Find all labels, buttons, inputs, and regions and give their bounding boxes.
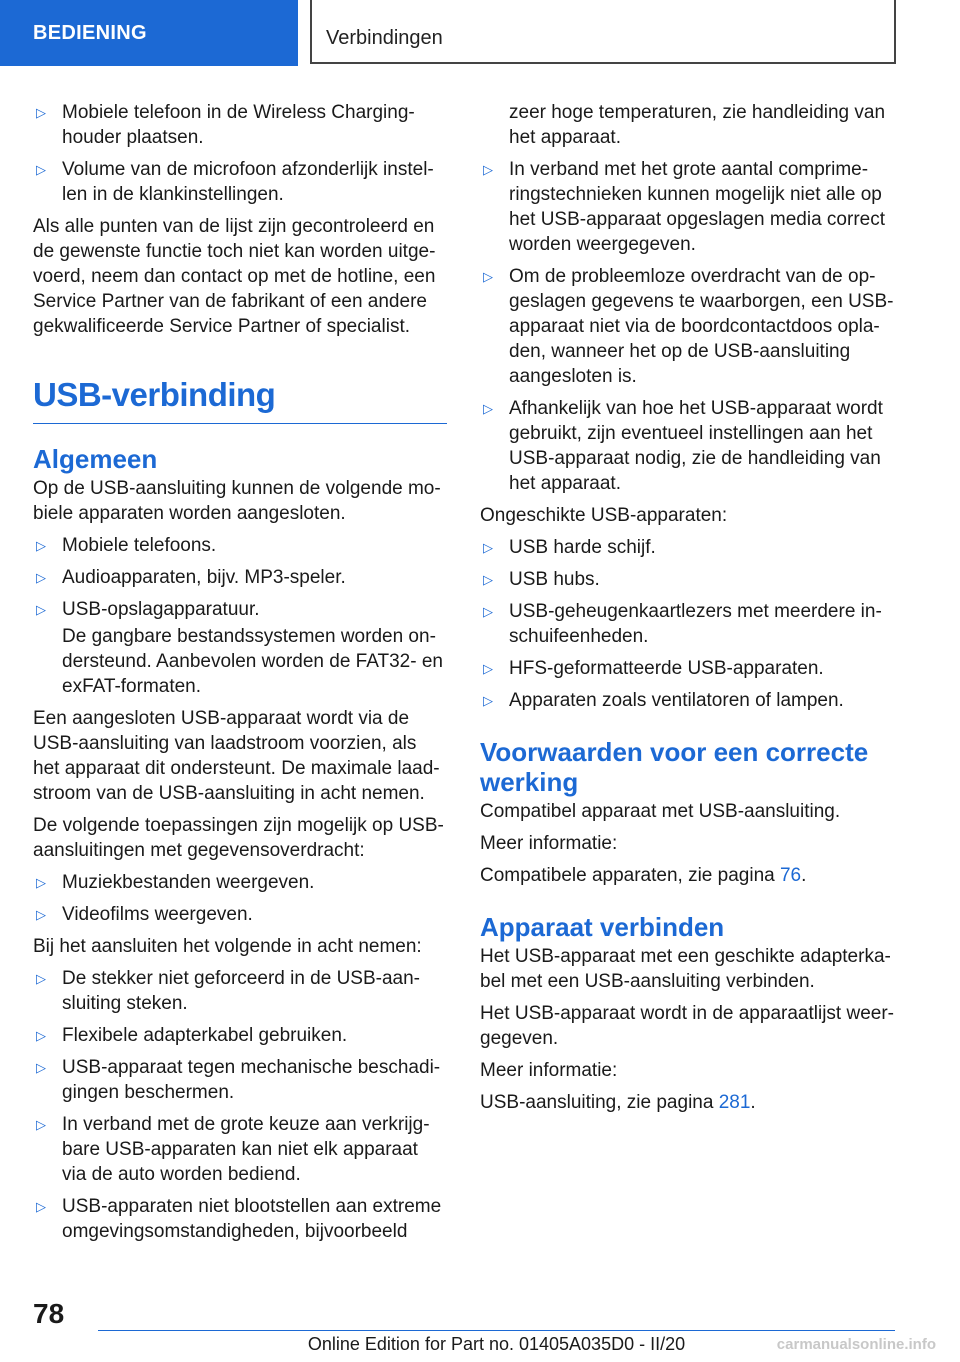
indented-note: De gangbare bestandssystemen worden on-dersteund. Aanbevolen worden de FAT32- en exFAT-formaten. — [62, 626, 443, 697]
list-item: ▷ USB-geheugenkaartlezers met meerdere in-schuifeenheden. — [483, 601, 882, 647]
bullet-triangle-icon: ▷ — [36, 1028, 46, 1043]
bullet-triangle-icon: ▷ — [36, 1060, 46, 1075]
edition-footer: Online Edition for Part no. 01405A035D0 - II/20 — [307, 1334, 686, 1354]
paragraph: Op de USB-aansluiting kunnen de volgende mo-biele apparaten worden aangesloten. — [33, 478, 441, 524]
bullet-triangle-icon: ▷ — [36, 105, 46, 120]
list-item: ▷ USB-apparaten niet blootstellen aan extreme omgevingsomstandigheden, bijvoorbeeld — [36, 1196, 442, 1242]
list-item: ▷ De stekker niet geforceerd in de USB-aan-sluiting steken. — [36, 968, 421, 1014]
list-item: ▷ Volume van de microfoon afzonderlijk instel-len in de klankinstellingen. — [36, 159, 434, 205]
subsection-heading-connect: Apparaat verbinden — [480, 912, 725, 942]
cross-reference: Compatibele apparaten, zie pagina 76. — [480, 865, 807, 886]
section-heading: USB-verbinding — [33, 375, 447, 424]
bullet-triangle-icon: ▷ — [483, 269, 493, 284]
paragraph: Meer informatie: — [480, 1060, 618, 1081]
list-item: ▷ USB-opslagapparatuur. — [36, 599, 260, 620]
paragraph: Het USB-apparaat wordt in de apparaatlijst weer-gegeven. — [480, 1003, 894, 1049]
list-item: ▷ Muziekbestanden weergeven. — [36, 872, 315, 893]
list-item: ▷ Videofilms weergeven. — [36, 904, 253, 925]
list-item: ▷ Mobiele telefoons. — [36, 535, 217, 556]
footer-divider — [98, 1330, 895, 1331]
subsection-heading-general: Algemeen — [33, 444, 158, 474]
bullet-triangle-icon: ▷ — [36, 907, 46, 922]
list-item: ▷ Mobiele telefoon in de Wireless Charging-houder plaatsen. — [36, 102, 415, 148]
list-item: ▷ USB hubs. — [483, 569, 600, 590]
paragraph: De volgende toepassingen zijn mogelijk op USB-aansluitingen met gegevensoverdracht: — [33, 815, 444, 861]
bullet-triangle-icon: ▷ — [483, 572, 493, 587]
list-item: ▷ HFS-geformatteerde USB-apparaten. — [483, 658, 824, 679]
left-column — [33, 100, 447, 1251]
page-header — [0, 0, 960, 66]
cross-reference: USB-aansluiting, zie pagina 281. — [480, 1092, 756, 1113]
paragraph: Het USB-apparaat met een geschikte adapterka-bel met een USB-aansluiting verbinden. — [480, 946, 891, 992]
bullet-triangle-icon: ▷ — [483, 401, 493, 416]
paragraph: Ongeschikte USB-apparaten: — [480, 505, 728, 526]
list-item: ▷ USB harde schijf. — [483, 537, 656, 558]
bullet-triangle-icon: ▷ — [36, 1117, 46, 1132]
chapter-title: Verbindingen — [310, 0, 896, 64]
notes-list — [33, 966, 447, 1244]
bullet-triangle-icon: ▷ — [483, 540, 493, 555]
bullet-triangle-icon: ▷ — [483, 661, 493, 676]
unsuitable-devices-list — [480, 535, 896, 713]
bullet-triangle-icon: ▷ — [36, 1199, 46, 1214]
paragraph: Compatibel apparaat met USB-aansluiting. — [480, 801, 841, 822]
bullet-triangle-icon: ▷ — [483, 693, 493, 708]
paragraph: Bij het aansluiten het volgende in acht nemen: — [33, 936, 422, 957]
list-item: ▷ Flexibele adapterkabel gebruiken. — [36, 1025, 348, 1046]
paragraph: Als alle punten van de lijst zijn gecontroleerd en de gewenste functie toch niet kan worden uitge-voerd, neem dan contact op met de hotline, een Service Partner van de fabrikant of een andere gekwalificeerde Service Partner of specialist. — [33, 216, 436, 337]
watermark: carmanualsonline.info — [776, 1336, 936, 1353]
bullet-triangle-icon: ▷ — [36, 162, 46, 177]
page-number: 78 — [33, 1298, 65, 1329]
section-tab: BEDIENING — [0, 0, 298, 66]
list-item: ▷ Apparaten zoals ventilatoren of lampen. — [483, 690, 844, 711]
bullet-triangle-icon: ▷ — [36, 875, 46, 890]
list-item: ▷ Afhankelijk van hoe het USB-apparaat wordt gebruikt, zijn eventueel instellingen aan het USB-apparaat nodig, zie de handleiding van het apparaat. — [483, 398, 883, 494]
paragraph: Een aangesloten USB-apparaat wordt via de USB-aansluiting van laadstroom voorzien, als het apparaat dit ondersteunt. De maximale laad-stroom van de USB-aansluiting in acht nemen. — [33, 708, 440, 804]
bullet-triangle-icon: ▷ — [36, 971, 46, 986]
bullet-triangle-icon: ▷ — [36, 602, 46, 617]
continued-text: zeer hoge temperaturen, zie handleiding van het apparaat. — [509, 102, 886, 148]
list-item: ▷ Om de probleemloze overdracht van de op-geslagen gegevens te waarborgen, een USB-apparaat niet via de boordcontactdoos opla-den, wanneer het op de USB-aansluiting aangesloten is. — [483, 266, 894, 387]
right-column — [480, 100, 896, 1122]
list-item: ▷ In verband met het grote aantal comprime-ringstechnieken kunnen mogelijk niet alle op het USB-apparaat opgeslagen media correct worden weergegeven. — [483, 159, 886, 255]
bullet-triangle-icon: ▷ — [36, 570, 46, 585]
bullet-triangle-icon: ▷ — [483, 162, 493, 177]
list-item: ▷ In verband met de grote keuze aan verkrijg-bare USB-apparaten kan niet elk apparaat via de auto worden bediend. — [36, 1114, 430, 1185]
device-list — [33, 533, 447, 622]
bullet-triangle-icon: ▷ — [36, 538, 46, 553]
bullet-triangle-icon: ▷ — [483, 604, 493, 619]
page-link-76[interactable]: 76 — [779, 865, 802, 886]
paragraph: Meer informatie: — [480, 833, 618, 854]
intro-bullet-list — [33, 100, 447, 207]
list-item: ▷ Audioapparaten, bijv. MP3-speler. — [36, 567, 346, 588]
applications-list — [33, 870, 447, 927]
usb-tips-list — [480, 157, 896, 496]
subsection-heading-requirements: Voorwaarden voor een correcte werking — [480, 737, 869, 797]
list-item: ▷ USB-apparaat tegen mechanische beschadi-gingen beschermen. — [36, 1057, 441, 1103]
page-link-281[interactable]: 281 — [718, 1092, 751, 1113]
